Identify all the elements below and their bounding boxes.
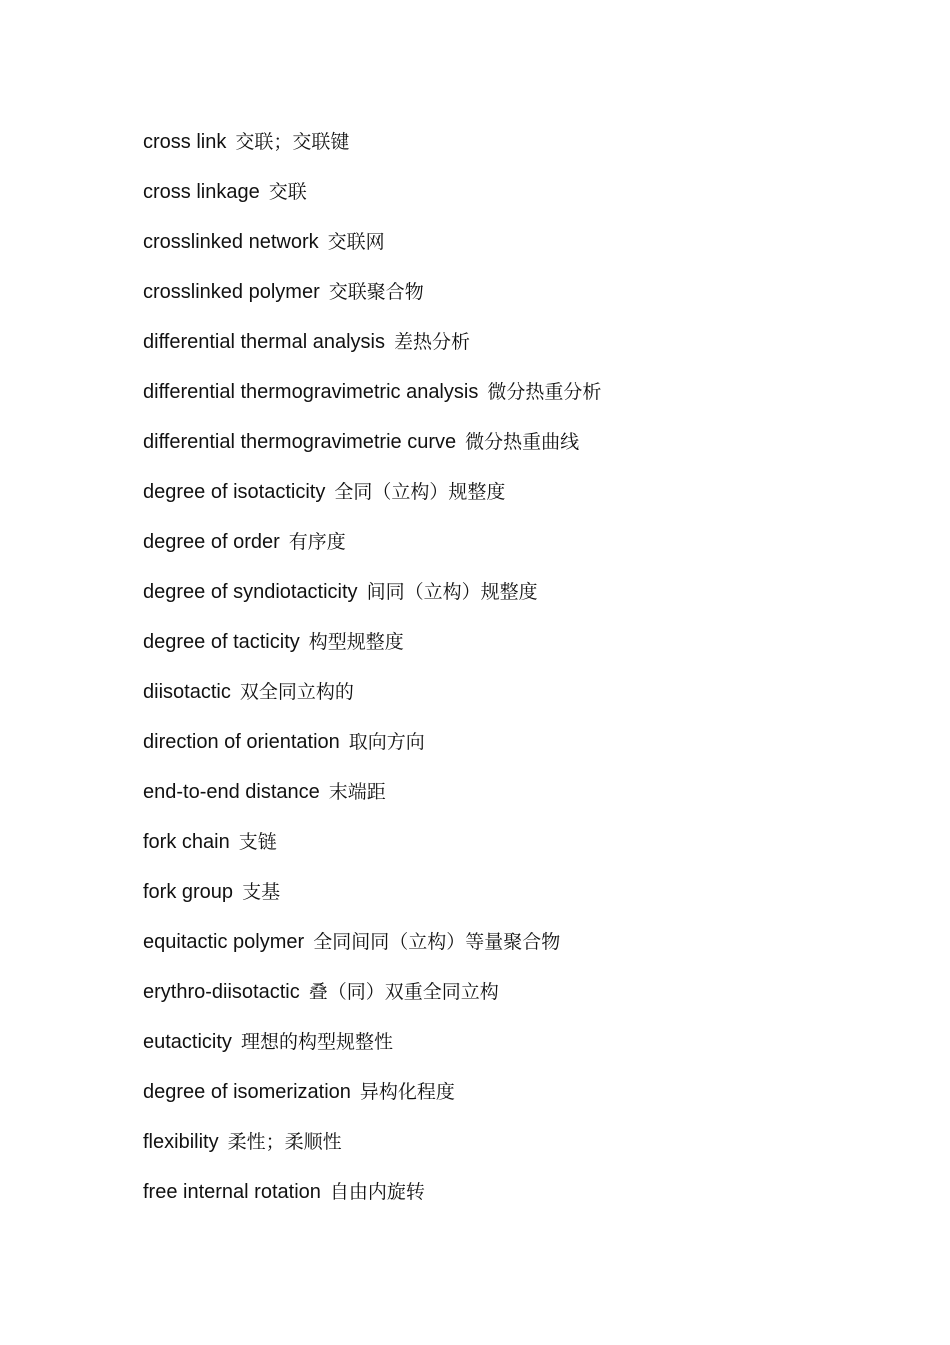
glossary-entry bbox=[143, 578, 903, 628]
entry-translation: 异构化程度 bbox=[359, 1081, 455, 1103]
glossary-entry bbox=[143, 478, 903, 528]
entry-term: degree of isotacticity bbox=[143, 481, 326, 503]
glossary-entry bbox=[143, 228, 903, 278]
entry-translation: 微分热重分析 bbox=[487, 381, 602, 403]
entry-term: degree of syndiotacticity bbox=[143, 581, 358, 603]
entry-translation: 取向方向 bbox=[348, 731, 425, 753]
glossary-entry bbox=[143, 678, 903, 728]
entry-term: differential thermogravimetric analysis bbox=[143, 381, 479, 403]
glossary-entry bbox=[143, 328, 903, 378]
entry-term: degree of tacticity bbox=[143, 631, 300, 653]
entry-term: erythro-diisotactic bbox=[143, 981, 300, 1003]
entry-translation: 交联聚合物 bbox=[328, 281, 424, 303]
glossary-entry bbox=[143, 378, 903, 428]
entry-term: crosslinked network bbox=[143, 231, 319, 253]
entry-term: degree of isomerization bbox=[143, 1081, 351, 1103]
glossary-entry bbox=[143, 178, 903, 228]
entry-translation: 差热分析 bbox=[393, 331, 470, 353]
entry-translation: 柔性；柔顺性 bbox=[227, 1131, 342, 1153]
entry-term: fork chain bbox=[143, 831, 230, 853]
entry-term: differential thermogravimetrie curve bbox=[143, 431, 457, 453]
entry-term: cross link bbox=[143, 131, 227, 153]
glossary-entry bbox=[143, 728, 903, 778]
entry-translation: 叠（同）双重全同立构 bbox=[308, 981, 499, 1003]
glossary-entry bbox=[143, 778, 903, 828]
entry-term: diisotactic bbox=[143, 681, 231, 703]
entry-translation: 构型规整度 bbox=[308, 631, 404, 653]
entry-translation: 交联；交联键 bbox=[235, 131, 350, 153]
entry-term: equitactic polymer bbox=[143, 931, 305, 953]
entry-translation: 全同间同（立构）等量聚合物 bbox=[313, 931, 561, 953]
entry-term: degree of order bbox=[143, 531, 280, 553]
entry-term: eutacticity bbox=[143, 1031, 232, 1053]
glossary-entry bbox=[143, 528, 903, 578]
entry-translation: 支基 bbox=[242, 881, 281, 903]
entry-term: end-to-end distance bbox=[143, 781, 320, 803]
glossary-list bbox=[143, 128, 903, 1228]
glossary-entry bbox=[143, 128, 903, 178]
entry-translation: 微分热重曲线 bbox=[465, 431, 580, 453]
glossary-entry bbox=[143, 978, 903, 1028]
glossary-entry bbox=[143, 1178, 903, 1228]
entry-translation: 双全同立构的 bbox=[239, 681, 354, 703]
entry-term: direction of orientation bbox=[143, 731, 340, 753]
entry-translation: 支链 bbox=[238, 831, 277, 853]
glossary-entry bbox=[143, 828, 903, 878]
glossary-entry bbox=[143, 1128, 903, 1178]
glossary-entry bbox=[143, 928, 903, 978]
glossary-entry bbox=[143, 278, 903, 328]
entry-translation: 自由内旋转 bbox=[329, 1181, 425, 1203]
glossary-entry bbox=[143, 428, 903, 478]
glossary-entry bbox=[143, 1078, 903, 1128]
entry-translation: 交联 bbox=[268, 181, 307, 203]
entry-term: crosslinked polymer bbox=[143, 281, 320, 303]
entry-term: flexibility bbox=[143, 1131, 219, 1153]
entry-translation: 理想的构型规整性 bbox=[240, 1031, 393, 1053]
glossary-entry bbox=[143, 878, 903, 928]
entry-term: differential thermal analysis bbox=[143, 331, 385, 353]
entry-translation: 末端距 bbox=[328, 781, 386, 803]
glossary-entry bbox=[143, 628, 903, 678]
entry-translation: 交联网 bbox=[327, 231, 385, 253]
entry-term: fork group bbox=[143, 881, 234, 903]
entry-translation: 间同（立构）规整度 bbox=[366, 581, 538, 603]
entry-term: free internal rotation bbox=[143, 1181, 321, 1203]
entry-translation: 全同（立构）规整度 bbox=[334, 481, 506, 503]
entry-term: cross linkage bbox=[143, 181, 260, 203]
entry-translation: 有序度 bbox=[288, 531, 346, 553]
glossary-entry bbox=[143, 1028, 903, 1078]
